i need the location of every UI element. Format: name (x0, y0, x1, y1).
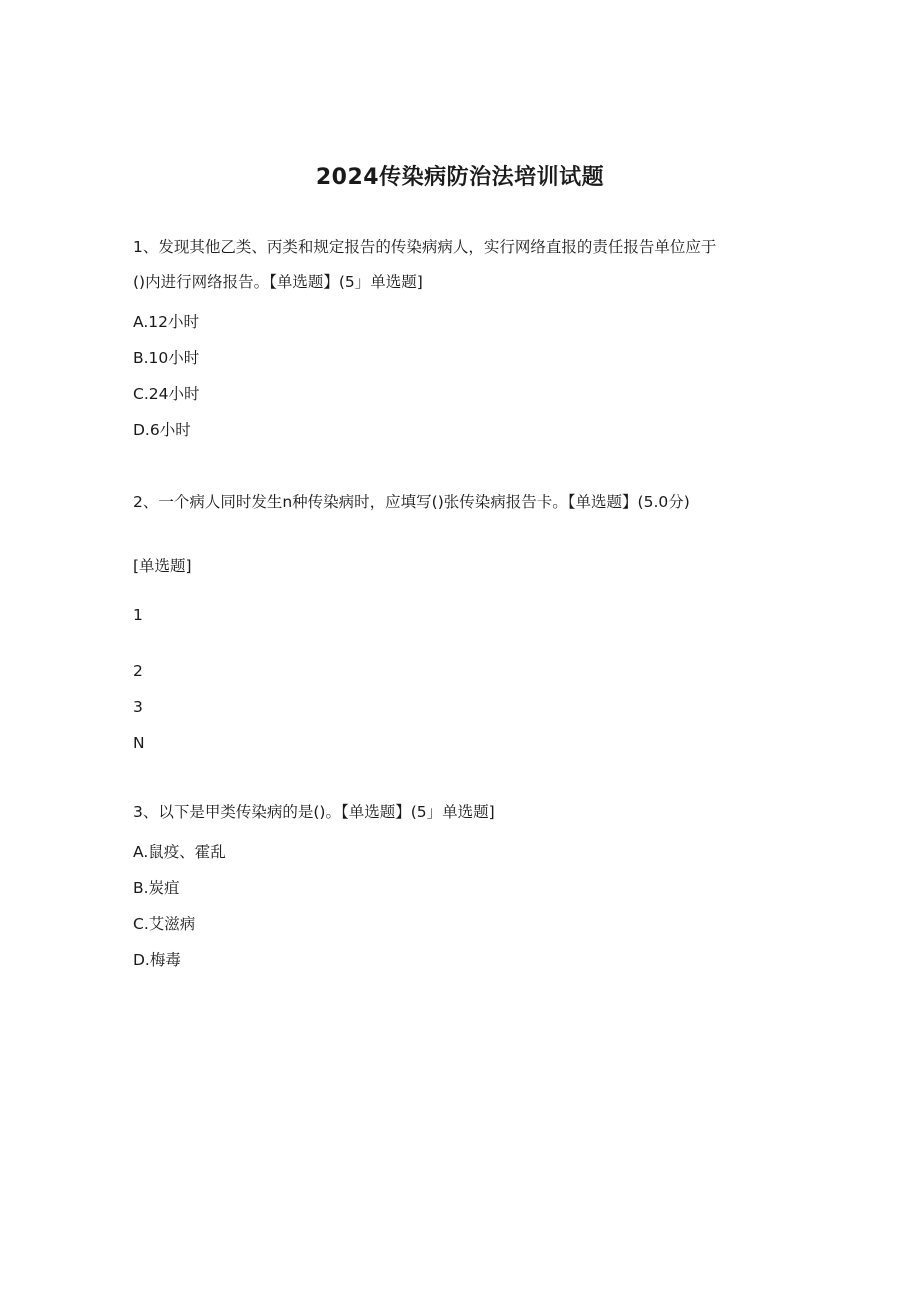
question-1-stem-line-2: ()内进行网络报告。【单选题】(5」单选题] (133, 273, 423, 291)
question-3-stem-line-1: 3、以下是甲类传染病的是()。【单选题】(5」单选题] (133, 803, 495, 821)
question-1-option-d: D.6小时 (133, 421, 191, 439)
question-1-option-b: B.10小时 (133, 349, 200, 367)
question-2-option-4: N (133, 734, 145, 752)
question-3-option-c: C.艾滋病 (133, 915, 196, 933)
question-1-stem-line-1: 1、发现其他乙类、丙类和规定报告的传染病病人，实行网络直报的责任报告单位应于 (133, 238, 717, 256)
question-2-option-1: 1 (133, 606, 143, 624)
question-3-option-d: D.梅毒 (133, 951, 181, 969)
page-title: 2024传染病防治法培训试题 (315, 165, 605, 190)
question-2-stem-line-2: [单选题] (133, 557, 192, 575)
question-3-option-a: A.鼠疫、霍乱 (133, 843, 226, 861)
question-2-stem-line-1: 2、一个病人同时发生n种传染病时，应填写()张传染病报告卡。【单选题】(5.0分) (133, 493, 690, 511)
question-2-option-2: 2 (133, 662, 143, 680)
question-3-option-b: B.炭疽 (133, 879, 180, 897)
question-2-option-3: 3 (133, 698, 143, 716)
question-1-option-a: A.12小时 (133, 313, 199, 331)
question-1-option-c: C.24小时 (133, 385, 200, 403)
